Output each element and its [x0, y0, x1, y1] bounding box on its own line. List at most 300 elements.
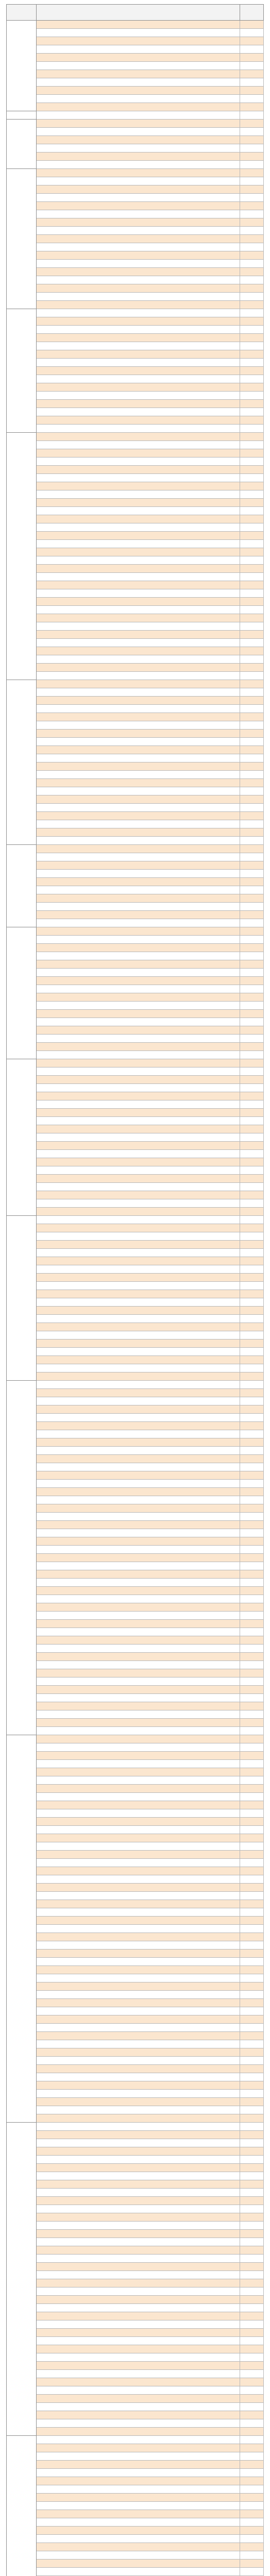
item-cell [37, 95, 240, 103]
table-row [7, 392, 264, 400]
value-cell [240, 334, 264, 342]
item-cell [37, 185, 240, 194]
table-row [7, 1982, 264, 1991]
value-cell [240, 2304, 264, 2312]
item-cell [37, 1966, 240, 1974]
value-cell [240, 2015, 264, 2024]
item-cell [37, 1603, 240, 1612]
value-cell [240, 1208, 264, 1216]
table-row [7, 1397, 264, 1405]
table-row [7, 886, 264, 894]
value-cell [240, 1925, 264, 1933]
item-cell [37, 713, 240, 721]
table-row [7, 227, 264, 235]
table-row [7, 2568, 264, 2576]
item-cell [37, 2312, 240, 2320]
value-cell [240, 359, 264, 367]
item-cell [37, 218, 240, 227]
table-row [7, 2147, 264, 2156]
item-cell [37, 614, 240, 622]
value-cell [240, 2147, 264, 2156]
item-cell [37, 1768, 240, 1776]
item-cell [37, 1257, 240, 1265]
item-cell [37, 1521, 240, 1529]
item-cell [37, 1224, 240, 1232]
value-cell [240, 169, 264, 177]
item-cell [37, 317, 240, 326]
item-cell [37, 1892, 240, 1900]
table-row [7, 589, 264, 598]
value-cell [240, 705, 264, 713]
value-cell [240, 2386, 264, 2395]
table-row [7, 1274, 264, 1282]
value-cell [240, 202, 264, 210]
table-row [7, 1125, 264, 1133]
table-row [7, 1859, 264, 1867]
table-row [7, 911, 264, 919]
table-row [7, 812, 264, 820]
table-row [7, 2057, 264, 2065]
item-cell [37, 194, 240, 202]
item-cell [37, 1183, 240, 1191]
value-cell [240, 1694, 264, 1702]
item-cell [37, 2568, 240, 2576]
value-cell [240, 2271, 264, 2279]
item-cell [37, 2156, 240, 2164]
table-row [7, 556, 264, 565]
table-row [7, 1653, 264, 1661]
value-cell [240, 152, 264, 161]
table-row [7, 359, 264, 367]
item-cell [37, 927, 240, 936]
item-cell [37, 29, 240, 37]
item-cell [37, 62, 240, 70]
table-row [7, 721, 264, 730]
value-cell [240, 144, 264, 152]
item-cell [37, 2502, 240, 2510]
table-row [7, 161, 264, 169]
item-cell [37, 664, 240, 672]
value-cell [240, 589, 264, 598]
item-cell [37, 2494, 240, 2502]
item-cell [37, 2551, 240, 2560]
header-value [240, 5, 264, 21]
value-cell [240, 2527, 264, 2535]
table-row [7, 2255, 264, 2263]
table-row [7, 1265, 264, 1274]
value-cell [240, 1546, 264, 1554]
item-cell [37, 795, 240, 804]
value-cell [240, 1100, 264, 1109]
value-cell [240, 565, 264, 573]
item-cell [37, 54, 240, 62]
value-cell [240, 383, 264, 392]
item-cell [37, 1331, 240, 1340]
table-row [7, 1966, 264, 1974]
value-cell [240, 2452, 264, 2461]
table-row [7, 2139, 264, 2147]
item-cell [37, 1084, 240, 1092]
table-row [7, 828, 264, 837]
value-cell [240, 614, 264, 622]
value-cell [240, 1612, 264, 1620]
value-cell [240, 754, 264, 762]
value-cell [240, 177, 264, 185]
group-label [7, 680, 37, 845]
value-cell [240, 730, 264, 738]
value-cell [240, 1117, 264, 1125]
item-cell [37, 1999, 240, 2007]
item-cell [37, 1133, 240, 1142]
table-row [7, 1884, 264, 1892]
table-row [7, 2312, 264, 2320]
table-row [7, 1117, 264, 1125]
table-row [7, 1249, 264, 1257]
table-row [7, 425, 264, 433]
item-cell [37, 1035, 240, 1043]
item-cell [37, 457, 240, 466]
item-cell [37, 243, 240, 251]
item-cell [37, 2263, 240, 2271]
item-cell [37, 383, 240, 392]
item-cell [37, 1884, 240, 1892]
table-row [7, 120, 264, 128]
group-label [7, 169, 37, 309]
item-cell [37, 1076, 240, 1084]
table-row [7, 78, 264, 87]
item-cell [37, 1529, 240, 1537]
item-cell [37, 120, 240, 128]
value-cell [240, 2098, 264, 2106]
value-cell [240, 631, 264, 639]
table-row [7, 573, 264, 581]
value-cell [240, 655, 264, 664]
value-cell [240, 1323, 264, 1331]
table-row [7, 2040, 264, 2048]
table-row [7, 2156, 264, 2164]
item-cell [37, 1950, 240, 1958]
value-cell [240, 1504, 264, 1513]
value-cell [240, 1562, 264, 1570]
value-cell [240, 2518, 264, 2527]
value-cell [240, 2131, 264, 2139]
item-cell [37, 2015, 240, 2024]
value-cell [240, 952, 264, 960]
item-cell [37, 1982, 240, 1991]
table-row [7, 1043, 264, 1051]
item-cell [37, 2106, 240, 2114]
value-cell [240, 1603, 264, 1612]
item-cell [37, 639, 240, 647]
table-row [7, 218, 264, 227]
table-row [7, 367, 264, 375]
item-cell [37, 408, 240, 416]
item-cell [37, 903, 240, 911]
value-cell [240, 1249, 264, 1257]
table-row [7, 1290, 264, 1298]
value-cell [240, 960, 264, 969]
item-cell [37, 1513, 240, 1521]
table-row [7, 738, 264, 746]
item-cell [37, 1290, 240, 1298]
value-cell [240, 2403, 264, 2411]
value-cell [240, 210, 264, 218]
value-cell [240, 1463, 264, 1471]
item-cell [37, 1191, 240, 1199]
item-cell [37, 853, 240, 861]
value-cell [240, 433, 264, 441]
table-row [7, 144, 264, 152]
item-cell [37, 177, 240, 185]
item-cell [37, 1282, 240, 1290]
table-row [7, 1051, 264, 1059]
table-row [7, 2189, 264, 2197]
item-cell [37, 1092, 240, 1100]
table-row [7, 2428, 264, 2436]
table-row [7, 1818, 264, 1826]
table-row [7, 70, 264, 78]
table-row [7, 1158, 264, 1166]
item-cell [37, 260, 240, 268]
table-row [7, 606, 264, 614]
value-cell [240, 556, 264, 565]
value-cell [240, 350, 264, 359]
item-cell [37, 1405, 240, 1414]
table-row [7, 1109, 264, 1117]
table-row [7, 2222, 264, 2230]
item-cell [37, 2419, 240, 2428]
value-cell [240, 1719, 264, 1727]
table-row [7, 713, 264, 721]
item-cell [37, 2238, 240, 2246]
table-row [7, 1405, 264, 1414]
table-row [7, 1488, 264, 1496]
table-row [7, 1570, 264, 1579]
value-cell [240, 680, 264, 688]
table-row [7, 2230, 264, 2238]
value-cell [240, 309, 264, 317]
value-cell [240, 1166, 264, 1175]
table-row [7, 111, 264, 120]
value-cell [240, 738, 264, 746]
value-cell [240, 1092, 264, 1100]
table-row [7, 944, 264, 952]
table-row [7, 2329, 264, 2337]
table-row [7, 730, 264, 738]
value-cell [240, 45, 264, 54]
table-row [7, 1809, 264, 1818]
item-cell [37, 2510, 240, 2518]
value-cell [240, 457, 264, 466]
value-cell [240, 1274, 264, 1282]
table-row [7, 1199, 264, 1208]
item-cell [37, 169, 240, 177]
item-cell [37, 1686, 240, 1694]
value-cell [240, 1191, 264, 1199]
table-row [7, 1760, 264, 1768]
item-cell [37, 1496, 240, 1504]
item-cell [37, 2527, 240, 2535]
value-cell [240, 688, 264, 697]
item-cell [37, 350, 240, 359]
item-cell [37, 1859, 240, 1867]
item-cell [37, 1463, 240, 1471]
item-cell [37, 2090, 240, 2098]
table-row [7, 795, 264, 804]
value-cell [240, 408, 264, 416]
value-cell [240, 828, 264, 837]
table-row [7, 565, 264, 573]
item-cell [37, 1917, 240, 1925]
item-cell [37, 2180, 240, 2189]
table-row [7, 2296, 264, 2304]
table-row [7, 1991, 264, 1999]
value-cell [240, 507, 264, 515]
item-cell [37, 2485, 240, 2494]
item-cell [37, 581, 240, 589]
table-row [7, 2098, 264, 2106]
table-row [7, 1166, 264, 1175]
value-cell [240, 1513, 264, 1521]
value-cell [240, 2469, 264, 2477]
table-row [7, 2279, 264, 2287]
table-row [7, 268, 264, 276]
value-cell [240, 2255, 264, 2263]
item-cell [37, 144, 240, 152]
value-cell [240, 95, 264, 103]
item-cell [37, 1447, 240, 1455]
item-cell [37, 573, 240, 581]
value-cell [240, 2164, 264, 2172]
item-cell [37, 1389, 240, 1397]
value-cell [240, 87, 264, 95]
value-cell [240, 218, 264, 227]
table-body [7, 21, 264, 2576]
value-cell [240, 1051, 264, 1059]
table-row [7, 1933, 264, 1941]
table-row [7, 804, 264, 812]
value-cell [240, 70, 264, 78]
value-cell [240, 37, 264, 45]
value-cell [240, 1438, 264, 1447]
table-row [7, 993, 264, 1002]
item-cell [37, 1653, 240, 1661]
table-row [7, 2015, 264, 2024]
table-row [7, 1595, 264, 1603]
item-cell [37, 2444, 240, 2452]
value-cell [240, 1677, 264, 1686]
value-cell [240, 2205, 264, 2213]
table-row [7, 1463, 264, 1471]
item-cell [37, 1818, 240, 1826]
value-cell [240, 622, 264, 631]
table-row [7, 894, 264, 903]
table-row [7, 1999, 264, 2007]
table-row [7, 1513, 264, 1521]
value-cell [240, 606, 264, 614]
table-row [7, 128, 264, 136]
value-cell [240, 787, 264, 795]
table-row [7, 2461, 264, 2469]
item-cell [37, 1867, 240, 1875]
table-row [7, 1232, 264, 1241]
table-row [7, 1785, 264, 1793]
table-row [7, 903, 264, 911]
item-cell [37, 1422, 240, 1430]
item-cell [37, 1430, 240, 1438]
value-cell [240, 1356, 264, 1364]
table-row [7, 1430, 264, 1438]
table-row [7, 1480, 264, 1488]
table-row [7, 309, 264, 317]
value-cell [240, 664, 264, 672]
item-cell [37, 515, 240, 523]
item-cell [37, 2024, 240, 2032]
table-row [7, 2485, 264, 2494]
table-row [7, 1958, 264, 1966]
item-cell [37, 2362, 240, 2370]
item-cell [37, 804, 240, 812]
value-cell [240, 1018, 264, 1026]
item-cell [37, 1002, 240, 1010]
item-cell [37, 1175, 240, 1183]
item-cell [37, 655, 240, 664]
value-cell [240, 1628, 264, 1636]
table-row [7, 762, 264, 771]
table-row [7, 746, 264, 754]
table-row [7, 375, 264, 383]
value-cell [240, 1570, 264, 1579]
item-cell [37, 936, 240, 944]
table-row [7, 2238, 264, 2246]
value-cell [240, 2287, 264, 2296]
table-row [7, 2180, 264, 2189]
value-cell [240, 2048, 264, 2057]
table-row [7, 433, 264, 441]
value-cell [240, 927, 264, 936]
table-row [7, 1562, 264, 1570]
table-row [7, 2271, 264, 2279]
table-row [7, 342, 264, 350]
table-row [7, 771, 264, 779]
item-cell [37, 70, 240, 78]
value-cell [240, 1636, 264, 1645]
value-cell [240, 2353, 264, 2362]
value-cell [240, 326, 264, 334]
value-cell [240, 1183, 264, 1191]
value-cell [240, 2419, 264, 2428]
value-cell [240, 1645, 264, 1653]
item-cell [37, 1636, 240, 1645]
table-row [7, 1504, 264, 1513]
value-cell [240, 886, 264, 894]
table-row [7, 2502, 264, 2510]
value-cell [240, 1381, 264, 1389]
table-row [7, 672, 264, 680]
item-cell [37, 103, 240, 111]
item-cell [37, 548, 240, 556]
table-row [7, 185, 264, 194]
table-row [7, 1447, 264, 1455]
table-row [7, 1364, 264, 1372]
table-row [7, 977, 264, 985]
value-cell [240, 1818, 264, 1826]
table-row [7, 45, 264, 54]
table-row [7, 1142, 264, 1150]
group-label [7, 433, 37, 680]
item-cell [37, 1216, 240, 1224]
group-label [7, 1216, 37, 1381]
